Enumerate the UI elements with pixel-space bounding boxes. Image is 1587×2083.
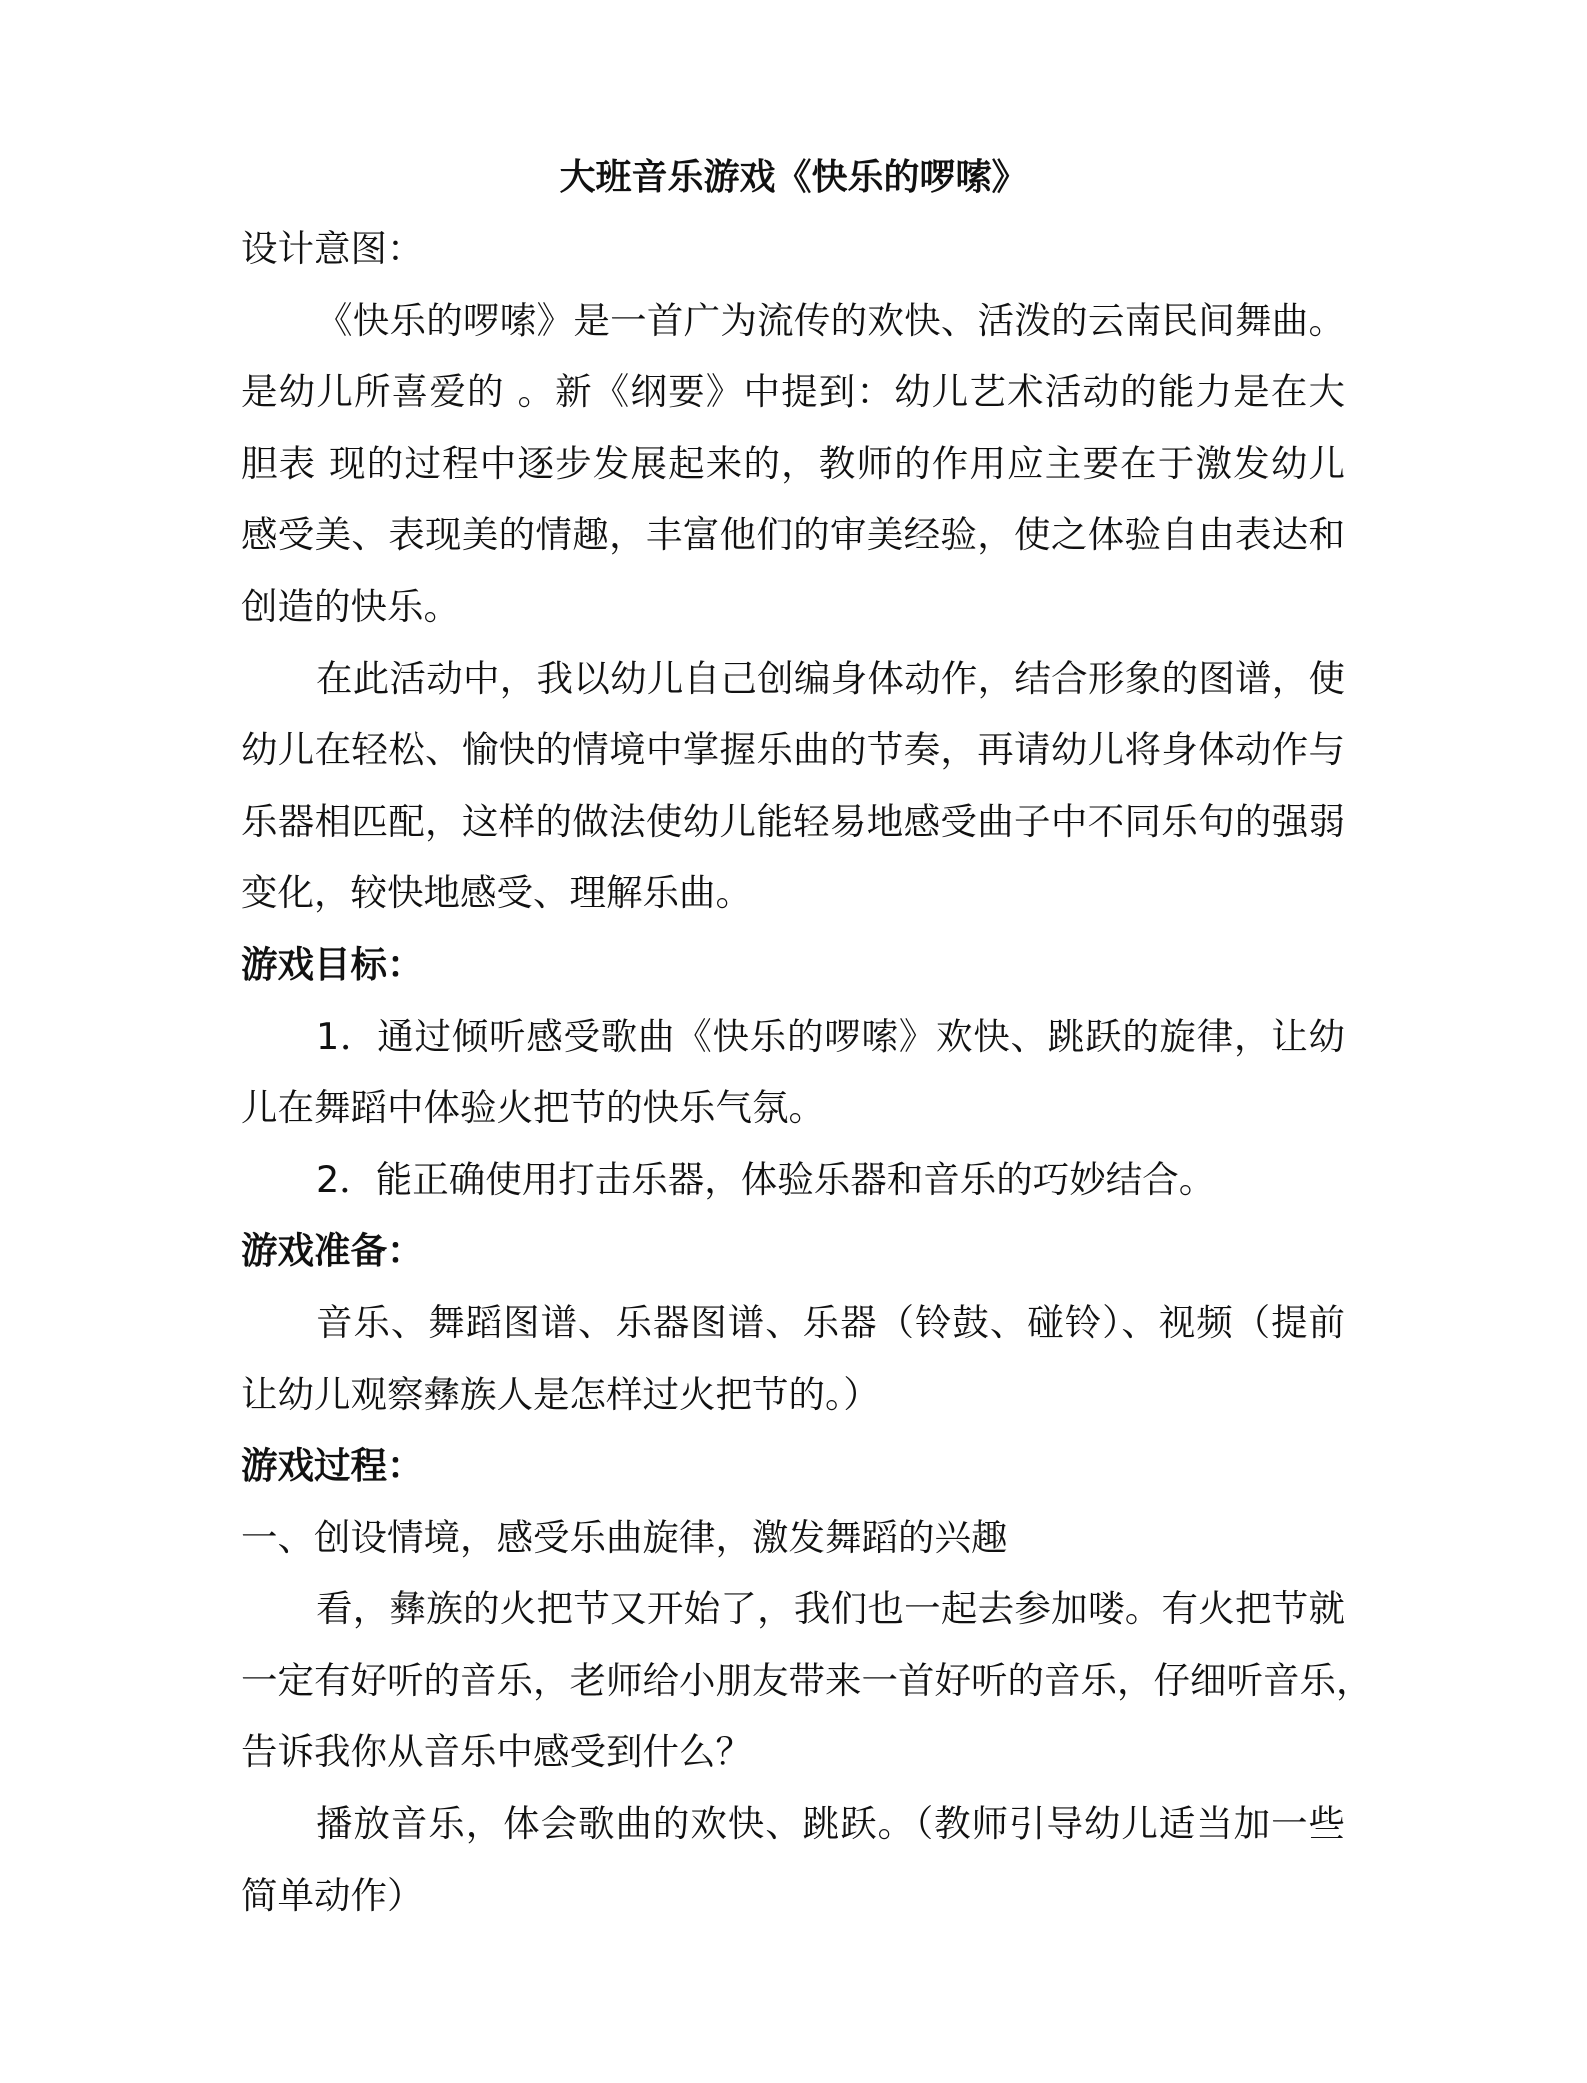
- text-line: 变化，较快地感受、理解乐曲。: [241, 871, 752, 915]
- text-line: 一、创设情境，感受乐曲旋律，激发舞蹈的兴趣: [241, 1515, 1008, 1559]
- text-line: 简单动作）: [241, 1873, 424, 1917]
- text-line: 在此活动中，我以幼儿自己创编身体动作，结合形象的图谱，使: [316, 656, 1345, 700]
- section-heading: 游戏过程：: [241, 1444, 424, 1488]
- text-line: 《快乐的啰嗦》是一首广为流传的欢快、活泼的云南民间舞曲。: [316, 298, 1345, 342]
- text-line: 是幼儿所喜爱的 。新《纲要》中提到：幼儿艺术活动的能力是在大: [241, 370, 1345, 414]
- text-line: 1．通过倾听感受歌曲《快乐的啰嗦》欢快、跳跃的旋律，让幼: [316, 1014, 1345, 1058]
- text-line: 儿在舞蹈中体验火把节的快乐气氛。: [241, 1086, 825, 1130]
- text-line: 感受美、表现美的情趣，丰富他们的审美经验，使之体验自由表达和: [241, 513, 1345, 557]
- section-heading: 游戏准备：: [241, 1229, 424, 1273]
- text-line: 告诉我你从音乐中感受到什么？: [241, 1730, 752, 1774]
- text-line: 设计意图：: [241, 227, 424, 270]
- text-line: 音乐、舞蹈图谱、乐器图谱、乐器（铃鼓、碰铃）、视频（提前: [316, 1300, 1345, 1344]
- document-body: [241, 213, 1373, 1931]
- text-line: 让幼儿观察彝族人是怎样过火把节的。）: [241, 1372, 880, 1416]
- text-line: 幼儿在轻松、愉快的情境中掌握乐曲的节奏，再请幼儿将身体动作与: [241, 728, 1345, 772]
- text-line: 看，彝族的火把节又开始了，我们也一起去参加喽。有火把节就: [316, 1587, 1345, 1631]
- document-title: 大班音乐游戏《快乐的啰嗦》: [559, 157, 1028, 198]
- text-line: 2．能正确使用打击乐器，体验乐器和音乐的巧妙结合。: [316, 1157, 1216, 1201]
- text-line: 乐器相匹配，这样的做法使幼儿能轻易地感受曲子中不同乐句的强弱: [241, 799, 1345, 843]
- text-line: 创造的快乐。: [241, 584, 460, 628]
- section-heading: 游戏目标：: [241, 942, 424, 986]
- text-line: 胆表 现的过程中逐步发展起来的，教师的作用应主要在于激发幼儿: [241, 441, 1345, 485]
- text-line: 一定有好听的音乐，老师给小朋友带来一首好听的音乐，仔细听音乐，: [241, 1658, 1373, 1702]
- text-line: 播放音乐，体会歌曲的欢快、跳跃。（教师引导幼儿适当加一些: [316, 1802, 1345, 1846]
